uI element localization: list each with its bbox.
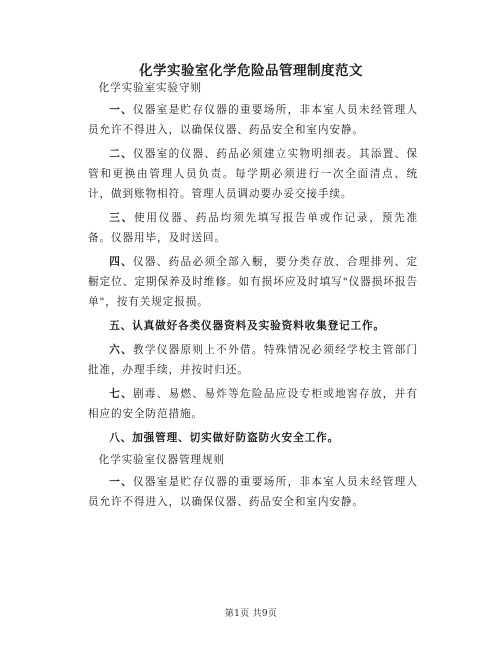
section-heading: 化学实验室实验守则 (98, 82, 203, 94)
item-text: 使用仪器、药品均须先填写报告单或作记录，预先准备。仪器用毕，及时送回。 (88, 212, 418, 244)
item-text: 仪器、药品必须全部入橱，要分类存放、合理排列、定橱定位、定期保养及时维修。如有损坏应及时填写"仪器损坏报告单"，按有关规定报损。 (88, 256, 418, 308)
item-number: 六、 (109, 344, 133, 356)
item-number: 一、 (109, 476, 133, 488)
item-text: 教学仪器原则上不外借。特殊情况必须经学校主管部门批准，办理手续，并按时归还。 (88, 344, 418, 376)
item-number: 一、 (109, 104, 133, 116)
item-text: 仪器室是贮存仪器的重要场所，非本室人员未经管理人员允许不得进入，以确保仪器、药品安全和室内安静。 (88, 104, 418, 136)
item-number: 五、 (109, 320, 133, 332)
item-number: 三、 (109, 212, 134, 224)
item-number: 七、 (109, 388, 133, 400)
document-body (88, 78, 418, 512)
page-number: 第1页 共9页 (224, 609, 278, 619)
paragraph (88, 316, 418, 336)
paragraph (88, 472, 418, 512)
item-number: 八、 (109, 432, 133, 444)
paragraph (88, 340, 418, 380)
paragraph (88, 252, 418, 312)
item-text: 认真做好各类仪器资料及实验资料收集登记工作。 (132, 320, 386, 332)
item-number: 二、 (109, 148, 133, 160)
paragraph (88, 144, 418, 204)
item-number: 四、 (109, 256, 133, 268)
item-text: 加强管理、切实做好防盗防火安全工作。 (132, 432, 340, 444)
paragraph (88, 384, 418, 424)
item-text: 剧毒、易燃、易炸等危险品应设专柜或地窖存放，并有相应的安全防范措施。 (88, 388, 418, 420)
paragraph (88, 428, 418, 448)
item-text: 仪器室的仪器、药品必须建立实物明细表。其添置、保管和更换由管理人员负责。每学期必须进行一次全面清点、统计，做到账物相符。管理人员调动要办妥交接手续。 (88, 148, 418, 200)
paragraph (88, 100, 418, 140)
document-title: 化学实验室化学危险品管理制度范文 (139, 63, 363, 79)
paragraph (88, 208, 418, 248)
item-text: 仪器室是贮存仪器的重要场所，非本室人员未经管理人员允许不得进入，以确保仪器、药品安全和室内安静。 (88, 476, 418, 508)
section-heading: 化学实验室仪器管理规则 (98, 454, 226, 466)
